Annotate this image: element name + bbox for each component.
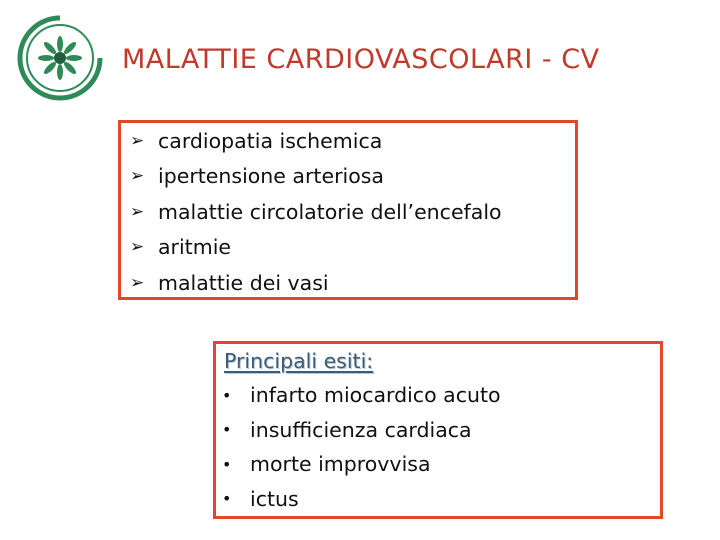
arrowhead-bullet-icon: ➢ — [130, 237, 145, 258]
arrowhead-bullet-icon: ➢ — [130, 272, 145, 293]
arrowhead-bullet-icon: ➢ — [130, 166, 145, 187]
outcomes-list — [222, 378, 501, 516]
round-bullet-icon: • — [222, 420, 232, 440]
institution-logo — [12, 10, 108, 106]
list-item: • ictus — [222, 486, 299, 511]
arrowhead-bullet-icon: ➢ — [130, 201, 145, 222]
list-item: ➢ malattie dei vasi — [130, 270, 329, 295]
round-bullet-icon: • — [222, 489, 232, 509]
list-item: ➢ aritmie — [130, 235, 232, 260]
slide-title: MALATTIE CARDIOVASCOLARI - CV — [122, 44, 600, 75]
outcomes-heading: Principali esiti: — [224, 349, 374, 373]
conditions-list — [130, 123, 502, 301]
list-item: • morte improvvisa — [222, 452, 431, 477]
list-item: • infarto miocardico acuto — [222, 383, 501, 408]
list-item: ➢ ipertensione arteriosa — [130, 164, 384, 189]
round-bullet-icon: • — [222, 454, 232, 474]
list-item: ➢ cardiopatia ischemica — [130, 128, 383, 153]
arrowhead-bullet-icon: ➢ — [130, 130, 145, 151]
list-item: ➢ malattie circolatorie dell’encefalo — [130, 199, 502, 224]
round-bullet-icon: • — [222, 385, 232, 405]
list-item: • insufficienza cardiaca — [222, 417, 472, 442]
